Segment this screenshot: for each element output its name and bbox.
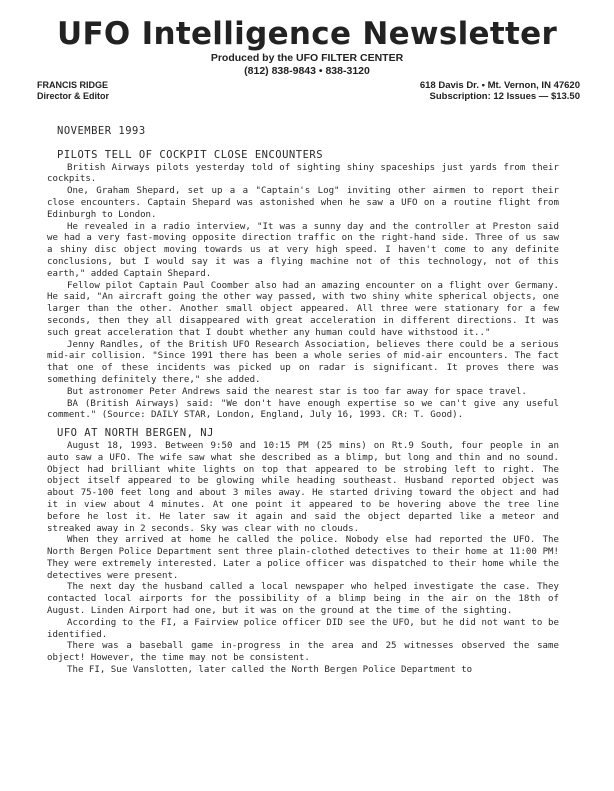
article-paragraph: The next day the husband called a local newspaper who helped investigate the case. They contacted local airports for the possibility of a blimp being in the air on the 18th of August. Linden Airport had one, but it was on the ground at the time of the sighting.	[47, 582, 559, 617]
article-paragraph: Jenny Randles, of the British UFO Research Association, believes there could be a serious mid-air collision. "Since 1991 there has been a whole series of mid-air encounters. The fact that one of these incidents was picked up on radar is significant. It proves there was something definitely there," she added.	[47, 339, 559, 385]
phone-numbers: (812) 838-9843 • 838-3120	[244, 65, 370, 77]
article-paragraph: One, Graham Shepard, set up a a "Captain's Log" inviting other airmen to report their close encounters. Captain Shepard was astonished when he saw a UFO on a routine flight from Edinburgh to London.	[47, 186, 559, 220]
article-paragraph: When they arrived at home he called the police. Nobody else had reported the UFO. The North Bergen Police Department sent three plain-clothed detectives to their home at 11:00 PM! They were extremely interested. Later a police officer was dispatched to their home while the detectives were present.	[47, 535, 559, 581]
editor-block	[37, 80, 109, 102]
issue-date: NOVEMBER 1993	[57, 125, 146, 137]
article-heading: PILOTS TELL OF COCKPIT CLOSE ENCOUNTERS	[57, 148, 324, 161]
article-paragraph: But astronomer Peter Andrews said the nearest star is too far away for space travel.	[67, 386, 527, 397]
article-pilots	[47, 150, 559, 422]
article-paragraph: August 18, 1993. Between 9:50 and 10:15 PM (25 mins) on Rt.9 South, four people in an auto saw a UFO. The wife saw what she described as a blimp, but long and thin and no sound. Object had brilliant white lights on top that appeared to be strobing left to right. The object itself appeared to be glowing while heading southeast. Husband reported object was about 75-100 feet long and about 3 miles away. He started driving toward the object and had it in view about 4 minutes. At one point it appeared to be hovering above the tree line before he lost it. He later saw it again and said the object departed like a meteor and streaked away in 2 seconds. Sky was clear with no clouds.	[47, 440, 559, 534]
produced-by: Produced by the UFO FILTER CENTER	[210, 52, 404, 64]
masthead-title: UFO Intelligence Newsletter	[56, 16, 558, 52]
editor-name: FRANCIS RIDGE	[37, 80, 109, 90]
article-paragraph: According to the FI, a Fairview police officer DID see the UFO, but he did not want to be identified.	[47, 617, 559, 640]
article-paragraph: He revealed in a radio interview, "It was a sunny day and the controller at Preston said we had a very fast-moving opposite direction traffic on the right-hand side. Three of us saw a shiny disc object moving towards us at very high speed. I haven't come to any definite conclusions, but I would say it was a flying machine not of this technology, not of this earth," added Captain Shepard.	[47, 221, 559, 279]
editor-role: Director & Editor	[37, 91, 110, 101]
mailing-address: 618 Davis Dr. • Mt. Vernon, IN 47620	[419, 80, 580, 91]
article-paragraph: BA (British Airways) said: "We don't have enough expertise so we can't give any useful comment." (Source: DAILY STAR, London, England, July 16, 1993. CR: T. Good).	[47, 398, 559, 421]
article-paragraph: British Airways pilots yesterday told of sighting shiny spaceships just yards from their cockpits.	[47, 162, 559, 185]
article-north-bergen	[47, 428, 559, 677]
article-paragraph: There was a baseball game in-progress in the area and 25 witnesses observed the same object! However, the time may not be consistent.	[47, 641, 559, 664]
address-block	[420, 80, 580, 102]
article-paragraph: The FI, Sue Vanslotten, later called the North Bergen Police Department to	[67, 665, 473, 676]
subscription-price: Subscription: 12 Issues — $13.50	[429, 91, 580, 102]
article-heading: UFO AT NORTH BERGEN, NJ	[57, 427, 214, 440]
newsletter-body	[47, 126, 559, 677]
article-paragraph: Fellow pilot Captain Paul Coomber also had an amazing encounter on a flight over Germany. He said, "An aircraft going the other way passed, with two shiny white spherical objects, one larger than the other. Another small object appeared. All three were stationary for a few seconds, then they all disappeared with great acceleration in different directions. It was such great acceleration that I doubt whether any human could have withstood it.."	[47, 280, 559, 338]
